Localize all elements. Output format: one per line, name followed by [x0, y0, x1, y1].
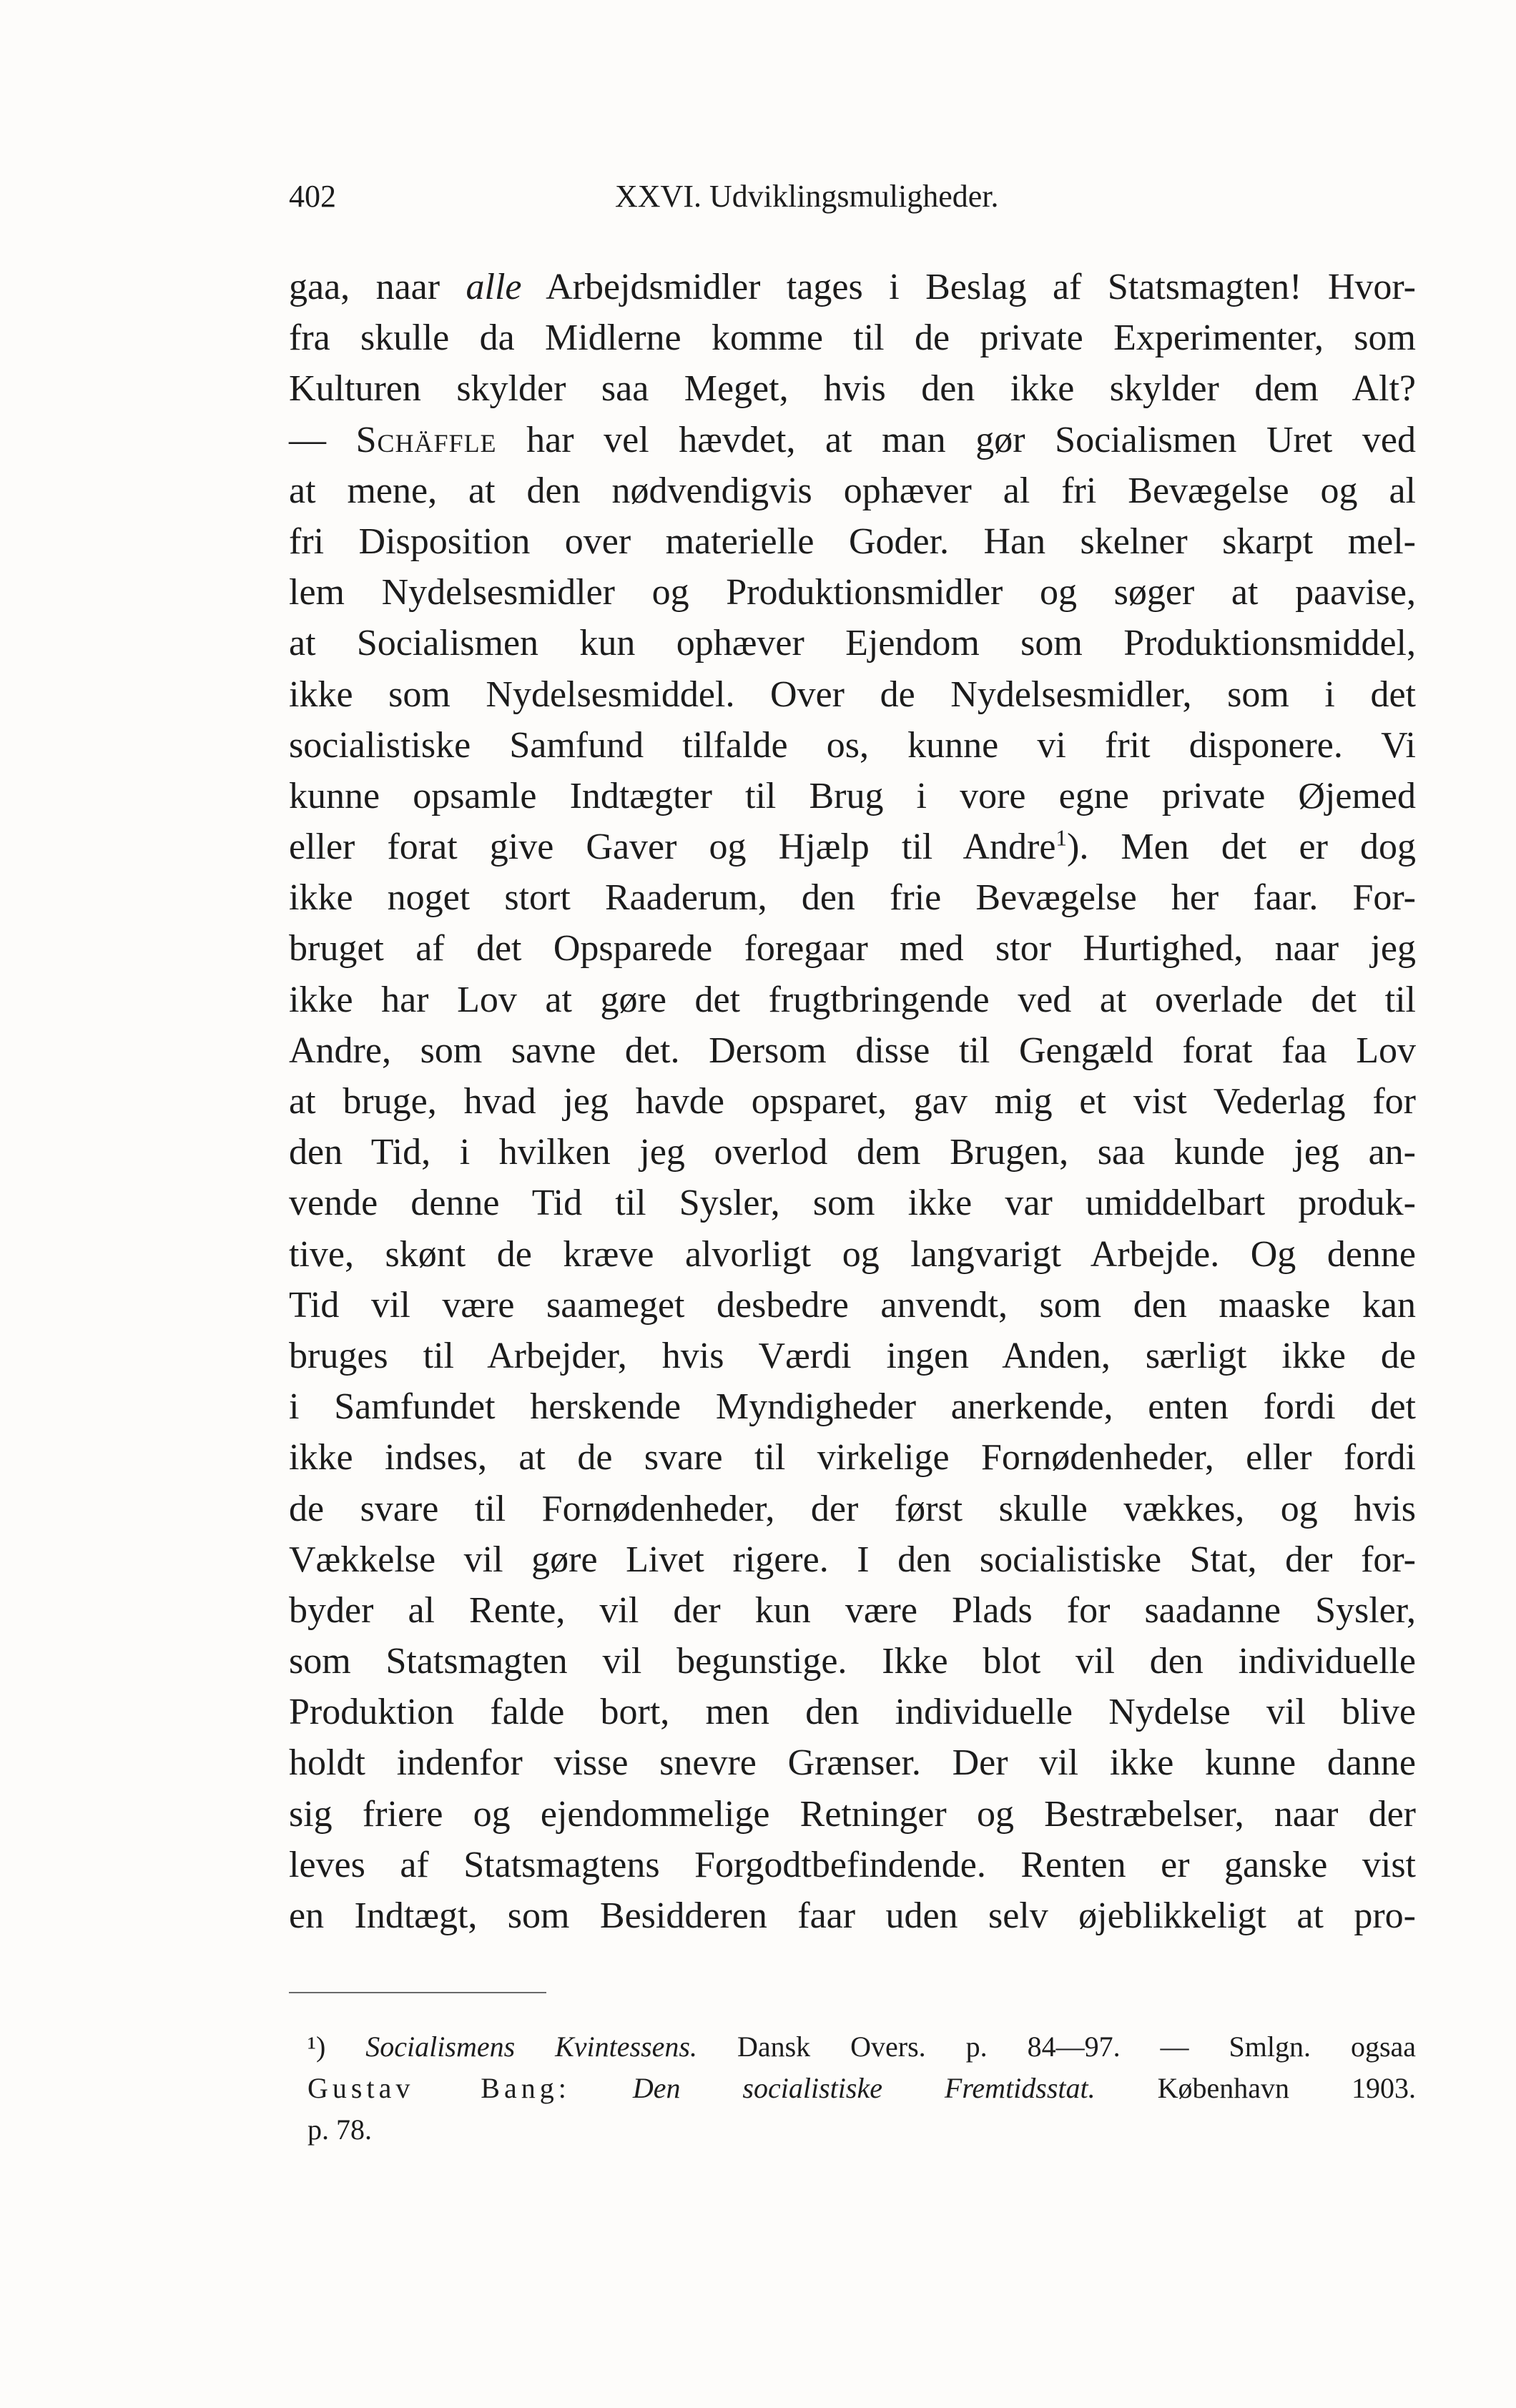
- body-line: som Statsmagten vil begunstige. Ikke blot vil den individuelle: [289, 1641, 1416, 1682]
- body-line: bruget af det Opsparede foregaar med stor Hurtighed, naar jeg: [289, 928, 1416, 969]
- footnote: [307, 2026, 1416, 2151]
- body-line: bruges til Arbejder, hvis Værdi ingen Anden, særligt ikke de: [289, 1335, 1416, 1376]
- body-line: eller forat give Gaver og Hjælp til Andre$^1$). Men det er dog: [289, 825, 1416, 868]
- page-header: [289, 172, 1419, 222]
- footnote-line-3: p. 78.: [307, 2113, 372, 2146]
- footnote-line-2: [307, 2068, 1416, 2109]
- body-line: at Socialismen kun ophæver Ejendom som Produktionsmiddel,: [289, 623, 1416, 664]
- body-line: den Tid, i hvilken jeg overlod dem Brugen, saa kunde jeg an-: [289, 1132, 1416, 1173]
- footnote-author: Gustav Bang:: [307, 2072, 571, 2104]
- body-line: fra skulle da Midlerne komme til de private Experimenter, som: [289, 317, 1416, 359]
- body-line: ikke som Nydelsesmiddel. Over de Nydelsesmidler, som i det: [289, 673, 1416, 715]
- body-line: byder al Rente, vil der kun være Plads for saadanne Sysler,: [289, 1589, 1416, 1631]
- footnote-marker: ¹): [307, 2030, 326, 2063]
- body-line: Vækkelse vil gøre Livet rigere. I den socialistiske Stat, der for-: [289, 1539, 1416, 1580]
- body-line: at bruge, hvad jeg havde opsparet, gav mig et vist Vederlag for: [289, 1081, 1416, 1122]
- footnote-text-1: Dansk Overs. p. 84—97. — Smlgn. ogsaa: [737, 2030, 1417, 2063]
- body-line: ikke indses, at de svare til virkelige Fornødenheder, eller fordi: [289, 1437, 1416, 1479]
- body-line: ikke har Lov at gøre det frugtbringende ved at overlade det til: [289, 979, 1416, 1020]
- body-line: Andre, som savne det. Dersom disse til Gengæld forat faa Lov: [289, 1030, 1416, 1071]
- body-line: holdt indenfor visse snevre Grænser. Der vil ikke kunne danne: [289, 1742, 1416, 1784]
- body-line: socialistiske Samfund tilfalde os, kunne vi frit disponere. Vi: [289, 724, 1416, 766]
- footnote-title-1: Socialismens Kvintessens.: [365, 2030, 697, 2063]
- body-line: leves af Statsmagtens Forgodtbefindende. Renten er ganske vist: [289, 1844, 1416, 1885]
- body-line: Kulturen skylder saa Meget, hvis den ikke skylder dem Alt?: [289, 368, 1416, 410]
- body-line: sig friere og ejendommelige Retninger og Bestræbelser, naar der: [289, 1793, 1416, 1835]
- body-line: lem Nydelsesmidler og Produktionsmidler og søger at paavise,: [289, 572, 1416, 613]
- body-line: Produktion falde bort, men den individuelle Nydelse vil blive: [289, 1692, 1416, 1733]
- page-number: 402: [289, 179, 336, 214]
- body-line: i Samfundet herskende Myndigheder anerkende, enten fordi det: [289, 1386, 1416, 1428]
- body-line: at mene, at den nødvendigvis ophæver al fri Bevægelse og al: [289, 470, 1416, 511]
- body-line: vende denne Tid til Sysler, som ikke var umiddelbart produk-: [289, 1183, 1416, 1224]
- body-line: de svare til Fornødenheder, der først skulle vækkes, og hvis: [289, 1488, 1416, 1529]
- body-text: [289, 262, 1416, 1941]
- body-line: en Indtægt, som Besidderen faar uden selv øjeblikkeligt at pro-: [289, 1895, 1416, 1936]
- footnote-text-2: København 1903.: [1157, 2072, 1416, 2104]
- footnote-line-1: [307, 2026, 1416, 2068]
- footnote-rule: [289, 1992, 546, 1993]
- footnote-title-2: Den socialistiske Fremtidsstat.: [632, 2072, 1096, 2104]
- running-head: XXVI. Udviklingsmuligheder.: [615, 179, 999, 214]
- body-line: gaa, naar alle Arbejdsmidler tages i Beslag af Statsmagten! Hvor-: [289, 267, 1416, 307]
- body-line: kunne opsamle Indtægter til Brug i vore egne private Øjemed: [289, 775, 1416, 816]
- body-line: ikke noget stort Raaderum, den frie Bevægelse her faar. For-: [289, 877, 1416, 919]
- body-line: — Schäffle har vel hævdet, at man gør Socialismen Uret ved: [289, 419, 1417, 460]
- body-line: Tid vil være saameget desbedre anvendt, som den maaske kan: [289, 1284, 1416, 1326]
- body-line: tive, skønt de kræve alvorligt og langvarigt Arbejde. Og denne: [289, 1233, 1416, 1275]
- body-line: fri Disposition over materielle Goder. Han skelner skarpt mel-: [289, 520, 1416, 562]
